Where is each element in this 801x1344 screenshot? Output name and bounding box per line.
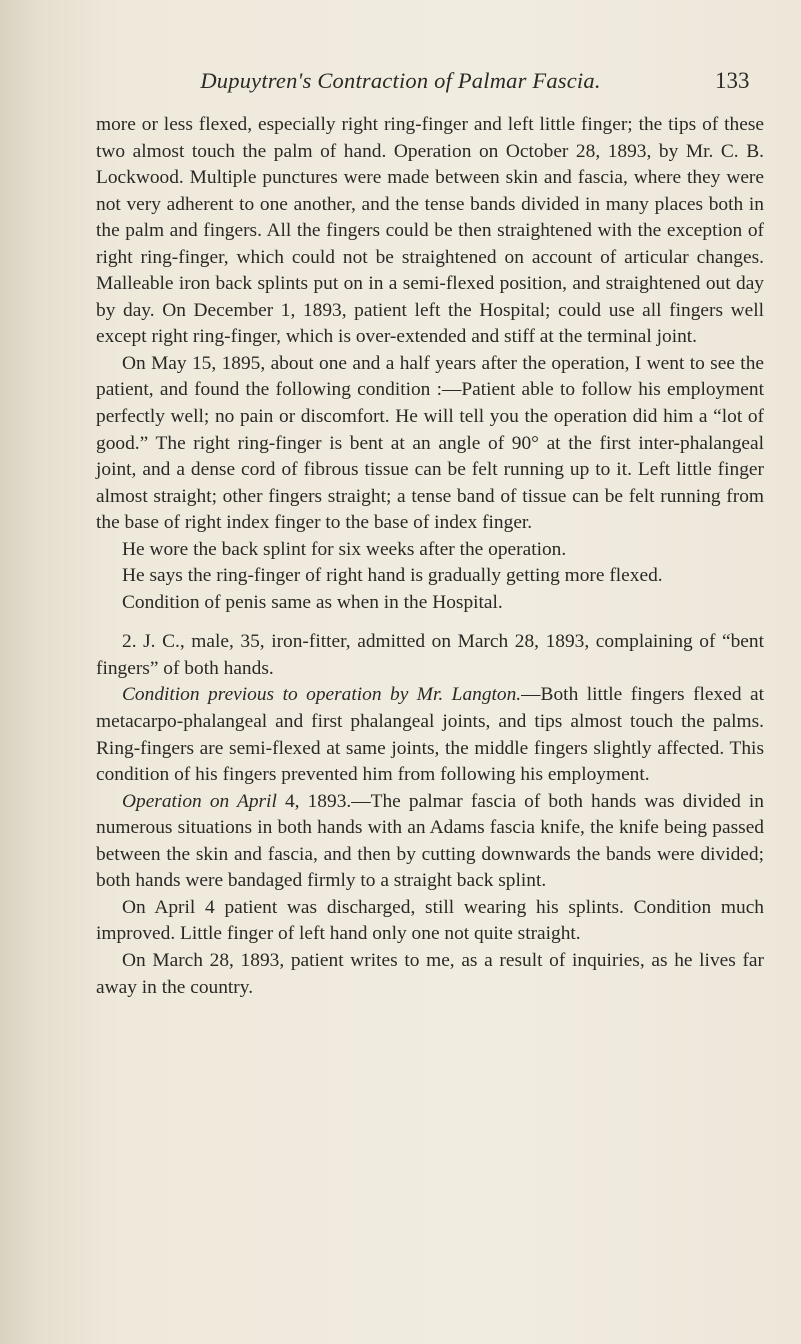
page-header bbox=[0, 68, 801, 108]
case2-paragraph-2 bbox=[96, 682, 764, 788]
case2-operation-heading: Operation on April bbox=[122, 790, 277, 812]
case1-paragraph-2: On May 15, 1895, about one and a half years after the operation, I went to see the patient, and found the following condition :—Patient able to follow his employment perfectly well; no pain or discomfort. He will tell you the operation did him a “lot of good.” The right ring-finger is bent at an angle of 90° at the first inter-phalangeal joint, and a dense cord of fibrous tissue can be felt running up to it. Left little finger almost straight; other fingers straight; a tense band of tissue can be felt running from the base of right index finger to the base of index finger. bbox=[96, 352, 764, 534]
case2-paragraph-1: 2. J. C., male, 35, iron-fitter, admitted on March 28, 1893, complaining of “bent fingers” of both hands. bbox=[96, 631, 764, 679]
case1-paragraph-4: He says the ring-finger of right hand is gradually getting more flexed. bbox=[122, 565, 663, 587]
case2-condition-body: —Both little fingers flexed at metacarpo-phalangeal and first phalangeal joints, and tips almost touch the palms. Ring-fingers are semi-flexed at same joints, the middle fingers slightly affected. This condition of his fingers prevented him from following his employment. bbox=[96, 684, 764, 786]
case2-paragraph-4: On April 4 patient was discharged, still wearing his splints. Condition much improved. Little finger of left hand only one not quite straight. bbox=[96, 896, 764, 945]
case2-operation-body: —The palmar fascia of both hands was divided in numerous situations in both hands with an Adams fascia knife, the knife being passed between the skin and fascia, and then by cutting downwards the bands were divided; both hands were bandaged firmly to a straight back splint. bbox=[96, 790, 764, 892]
body-text bbox=[96, 112, 764, 1001]
running-title: Dupuytren's Contraction of Palmar Fascia. bbox=[200, 68, 601, 93]
case2-operation-date: 4, 1893. bbox=[276, 790, 352, 812]
case1-paragraph-1: more or less flexed, especially right ring-finger and left little finger; the tips of these two almost touch the palm of hand. Operation on October 28, 1893, by Mr. C. B. Lockwood. Multiple punctures were made between skin and fascia, where they were not very adherent to one another, and the tense bands divided in many places both in the palm and fingers. All the fingers could be then straightened with the exception of right ring-finger, which could not be straightened on account of articular changes. Malleable iron back splints put on in a semi-flexed position, and straightened out day by day. On December 1, 1893, patient left the Hospital; could use all fingers well except right ring-finger, which is over-extended and stiff at the terminal joint. bbox=[96, 114, 764, 348]
case1-paragraph-3: He wore the back splint for six weeks after the operation. bbox=[122, 538, 567, 560]
case2-paragraph-3 bbox=[96, 789, 764, 895]
page-number: 133 bbox=[715, 68, 750, 93]
case2-condition-heading: Condition previous to operation by Mr. Langton. bbox=[122, 684, 522, 706]
case2-paragraph-5: On March 28, 1893, patient writes to me, as a result of inquiries, as he lives far away in the country. bbox=[96, 949, 764, 998]
case1-paragraph-5: Condition of penis same as when in the Hospital. bbox=[122, 591, 503, 613]
